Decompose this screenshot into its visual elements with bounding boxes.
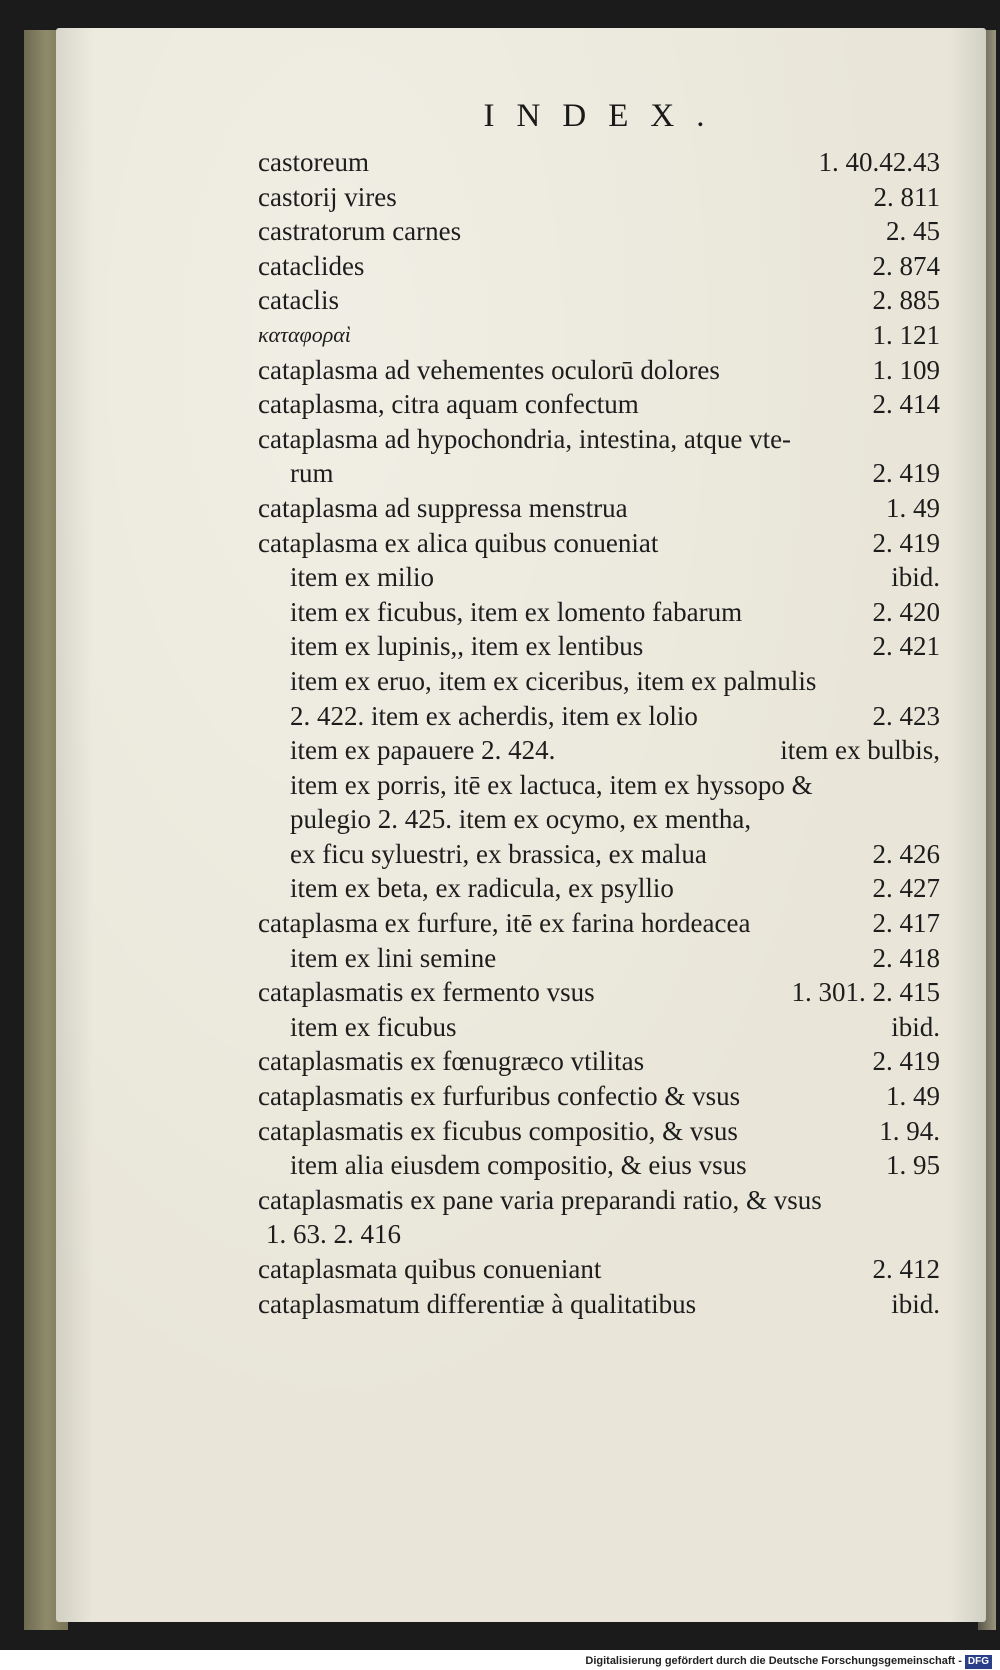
entry-ref: 2. 811 <box>873 181 940 212</box>
entry-term: item alia eiusdem compositio, & eius vsus <box>290 1150 747 1181</box>
entry-term: ex ficu syluestri, ex brassica, ex malua <box>290 838 707 869</box>
index-entry <box>258 145 940 180</box>
entry-term: item ex beta, ex radicula, ex psyllio <box>290 873 674 904</box>
index-subentry <box>258 871 940 906</box>
entry-ref <box>930 664 940 699</box>
index-subentry <box>258 733 940 768</box>
entry-term: castorij vires <box>258 181 397 212</box>
entry-term: cataplasmatis ex fermento vsus <box>258 977 595 1008</box>
index-subentry <box>258 1148 940 1183</box>
entry-ref: 2. 412 <box>872 1254 940 1284</box>
entry-term: cataclides <box>258 250 365 281</box>
entry-ref: 2. 419 <box>872 458 940 489</box>
entry-ref: 1. 49 <box>886 492 940 523</box>
index-entry <box>258 180 940 215</box>
entry-term: item ex ficubus, item ex lomento fabarum <box>290 596 743 627</box>
index-entry-continuation <box>258 456 940 491</box>
entry-ref: 2. 418 <box>872 942 940 973</box>
entry-ref <box>930 1217 940 1252</box>
entry-term: 2. 422. item ex acherdis, item ex lolio <box>290 700 698 731</box>
entry-ref: 2. 426 <box>872 838 940 869</box>
entry-ref: 2. 421 <box>872 631 940 662</box>
index-subentry <box>258 629 940 664</box>
entry-term: 1. 63. 2. 416 <box>266 1219 401 1250</box>
entry-ref: 2. 423 <box>872 700 940 731</box>
entry-ref: 2. 427 <box>872 873 940 904</box>
index-subentry <box>258 699 940 734</box>
index-entry <box>258 249 940 284</box>
index-entry <box>258 318 940 353</box>
entry-ref: 2. 45 <box>886 216 940 247</box>
index-entry-continuation <box>258 1217 940 1252</box>
entry-ref: 2. 874 <box>872 250 940 281</box>
entry-ref: ibid. <box>891 1011 940 1042</box>
entry-ref: 1. 109 <box>872 354 940 385</box>
index-entry <box>258 975 940 1010</box>
index-subentry <box>258 768 940 803</box>
entry-ref <box>930 1183 940 1218</box>
index-entry <box>258 422 940 457</box>
entry-term-greek: καταφοραὶ <box>258 321 351 347</box>
index-entry <box>258 283 940 318</box>
entry-ref: 2. 414 <box>872 389 940 420</box>
entry-term: item ex porris, itē ex lactuca, item ex hyssopo & <box>290 769 813 800</box>
index-subentry <box>258 595 940 630</box>
index-subentry <box>258 941 940 976</box>
index-subentry <box>258 560 940 595</box>
index-subentry <box>258 664 940 699</box>
entry-term: castoreum <box>258 147 369 177</box>
index-entry <box>258 906 940 941</box>
entry-ref: 1. 95 <box>886 1150 940 1181</box>
entry-ref: ibid. <box>891 1288 940 1319</box>
entry-term: cataplasma ad hypochondria, intestina, atque vte- <box>258 423 792 454</box>
entry-ref: 2. 417 <box>872 908 940 939</box>
index-subentry <box>258 1010 940 1045</box>
index-entry <box>258 1183 940 1218</box>
digitization-credit <box>0 1652 992 1670</box>
entry-term: cataplasma ad vehementes oculorū dolores <box>258 354 720 385</box>
entry-term: item ex milio <box>290 562 434 593</box>
entry-term: cataplasmatis ex fœnugræco vtilitas <box>258 1046 645 1077</box>
entry-ref: 2. 419 <box>872 1046 940 1077</box>
entry-term: item ex lini semine <box>290 942 497 973</box>
index-entry <box>258 491 940 526</box>
entry-term: cataplasma, citra aquam confectum <box>258 389 639 420</box>
entry-term: cataplasma ad suppressa menstrua <box>258 492 628 523</box>
entry-term: cataplasmatis ex ficubus compositio, & vsus <box>258 1115 738 1146</box>
entry-ref: 1. 49 <box>886 1081 940 1112</box>
entry-term: pulegio 2. 425. item ex ocymo, ex mentha, <box>290 804 752 835</box>
entry-ref: 1. 301. 2. 415 <box>791 977 940 1008</box>
entry-ref <box>930 422 940 457</box>
entry-ref <box>930 802 940 837</box>
entry-term: rum <box>290 458 334 489</box>
entry-term: item ex lupinis,, item ex lentibus <box>290 631 644 662</box>
entry-ref: 2. 420 <box>872 596 940 627</box>
entry-term: castratorum carnes <box>258 216 462 247</box>
index-entry <box>258 1114 940 1149</box>
entry-ref: 2. 419 <box>872 527 940 558</box>
entry-term: item ex eruo, item ex ciceribus, item ex palmulis <box>290 665 817 696</box>
entry-term: item ex papauere 2. 424. <box>290 735 556 766</box>
entry-ref: 1. 94. <box>879 1115 940 1146</box>
index-entry <box>258 387 940 422</box>
index-entry <box>258 1079 940 1114</box>
entry-term: cataplasmatis ex furfuribus confectio & vsus <box>258 1081 741 1112</box>
index-entry <box>258 1252 940 1287</box>
index-entry <box>258 1044 940 1079</box>
entry-term: cataplasmata quibus conueniant <box>258 1254 602 1284</box>
index-entry <box>258 353 940 388</box>
dfg-logo: DFG <box>965 1655 992 1669</box>
entry-term: cataplasmatis ex pane varia preparandi ratio, & vsus <box>258 1184 822 1215</box>
entry-ref: 1. 40.42.43 <box>818 147 940 177</box>
index-subentry <box>258 802 940 837</box>
entry-ref: item ex bulbis, <box>780 735 940 766</box>
index-entry <box>258 1287 940 1322</box>
entry-ref: ibid. <box>891 562 940 593</box>
entry-term: cataclis <box>258 285 339 316</box>
entry-ref <box>930 768 940 803</box>
index-entries <box>258 145 940 1321</box>
entry-ref: 2. 885 <box>872 285 940 316</box>
entry-ref: 1. 121 <box>872 319 940 350</box>
entry-term: cataplasmatum differentiæ à qualitatibus <box>258 1288 697 1319</box>
credit-text: Digitalisierung gefördert durch die Deutsche Forschungsgemeinschaft - <box>585 1655 962 1667</box>
entry-term: cataplasma ex furfure, itē ex farina hordeacea <box>258 908 751 939</box>
index-entry <box>258 526 940 561</box>
entry-term: item ex ficubus <box>290 1011 457 1042</box>
index-subentry <box>258 837 940 872</box>
entry-term: cataplasma ex alica quibus conueniat <box>258 527 659 558</box>
page-header: INDEX. <box>483 98 727 134</box>
index-entry <box>258 214 940 249</box>
